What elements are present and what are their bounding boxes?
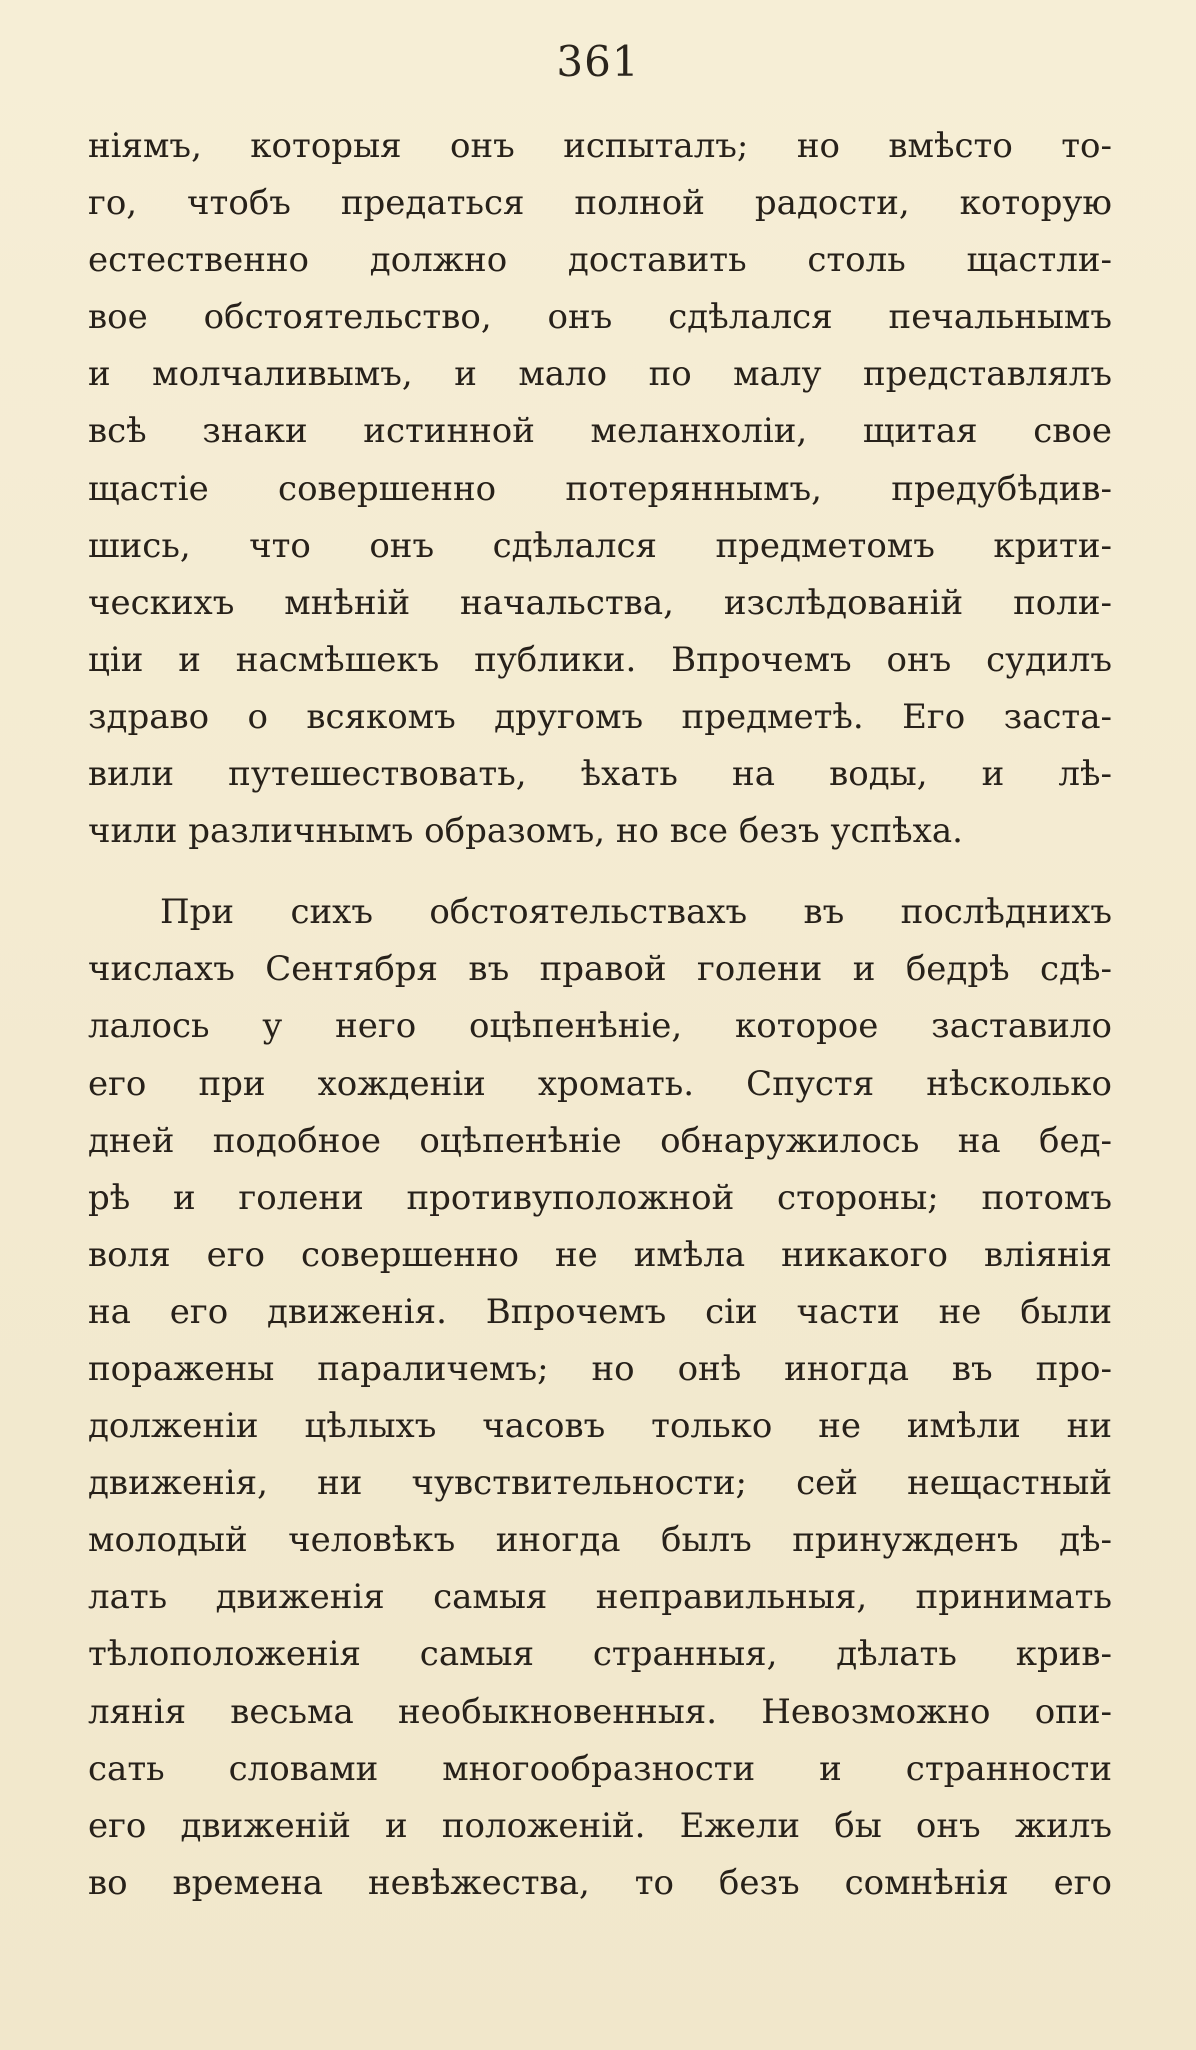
text-line: сать словами многообразности и странности bbox=[88, 1748, 1112, 1789]
text-line: вое обстоятельство, онъ сдѣлался печальнымъ bbox=[88, 297, 1112, 338]
text-line: чили различнымъ образомъ, но все безъ успѣха. bbox=[88, 811, 963, 852]
text-line: на его движенія. Впрочемъ сіи части не были bbox=[88, 1291, 1112, 1332]
text-line: его движеній и положеній. Ежели бы онъ жилъ bbox=[88, 1805, 1112, 1846]
text-line: При сихъ обстоятельствахъ въ послѣднихъ bbox=[160, 892, 1112, 933]
text-line: ческихъ мнѣній начальства, изслѣдованій поли- bbox=[88, 582, 1112, 623]
text-line: ніямъ, которыя онъ испыталъ; но вмѣсто то- bbox=[88, 126, 1112, 166]
text-line: молодый человѣкъ иногда былъ принужденъ дѣ- bbox=[88, 1520, 1112, 1561]
paragraph bbox=[88, 884, 1112, 1912]
text-line: его при хожденіи хромать. Спустя нѣсколько bbox=[88, 1063, 1112, 1104]
text-line: щастіе совершенно потеряннымъ, предубѣдив- bbox=[88, 468, 1112, 509]
text-line: лянія весьма необыкновенныя. Невозможно опи- bbox=[88, 1691, 1112, 1732]
text-line: го, чтобъ предаться полной радости, которую bbox=[88, 183, 1112, 224]
text-line: естественно должно доставить столь щастли- bbox=[88, 240, 1112, 281]
paragraph bbox=[88, 118, 1112, 860]
text-line: поражены параличемъ; но онѣ иногда въ про- bbox=[88, 1348, 1112, 1389]
text-line: всѣ знаки истинной меланхоліи, щитая свое bbox=[88, 411, 1112, 452]
text-line: шись, что онъ сдѣлался предметомъ крити- bbox=[88, 525, 1112, 566]
paragraph-gap bbox=[88, 860, 1112, 884]
text-line: лалось у него оцѣпенѣніе, которое заставило bbox=[88, 1006, 1112, 1047]
text-line: лать движенія самыя неправильныя, принимать bbox=[88, 1577, 1112, 1618]
text-line: вили путешествовать, ѣхать на воды, и лѣ- bbox=[88, 754, 1112, 795]
text-line: числахъ Сентября въ правой голени и бедрѣ сдѣ- bbox=[88, 949, 1112, 990]
text-line: во времена невѣжества, то безъ сомнѣнія его bbox=[88, 1862, 1112, 1903]
text-line: тѣлоположенія самыя странныя, дѣлать крив- bbox=[88, 1634, 1112, 1675]
text-line: воля его совершенно не имѣла никакого вліянія bbox=[88, 1234, 1112, 1275]
text-line: и молчаливымъ, и мало по малу представлялъ bbox=[88, 354, 1112, 395]
page-number: 361 bbox=[556, 37, 640, 86]
text-line: долженіи цѣлыхъ часовъ только не имѣли ни bbox=[88, 1406, 1112, 1447]
text-line: движенія, ни чувствительности; сей нещастный bbox=[88, 1463, 1112, 1504]
text-line: рѣ и голени противуположной стороны; потомъ bbox=[88, 1177, 1112, 1218]
text-line: здраво о всякомъ другомъ предметѣ. Его заста- bbox=[88, 696, 1112, 737]
text-line: ціи и насмѣшекъ публики. Впрочемъ онъ судилъ bbox=[88, 639, 1112, 680]
body-text bbox=[88, 118, 1112, 1912]
text-line: дней подобное оцѣпенѣніе обнаружилось на бед- bbox=[88, 1120, 1112, 1161]
